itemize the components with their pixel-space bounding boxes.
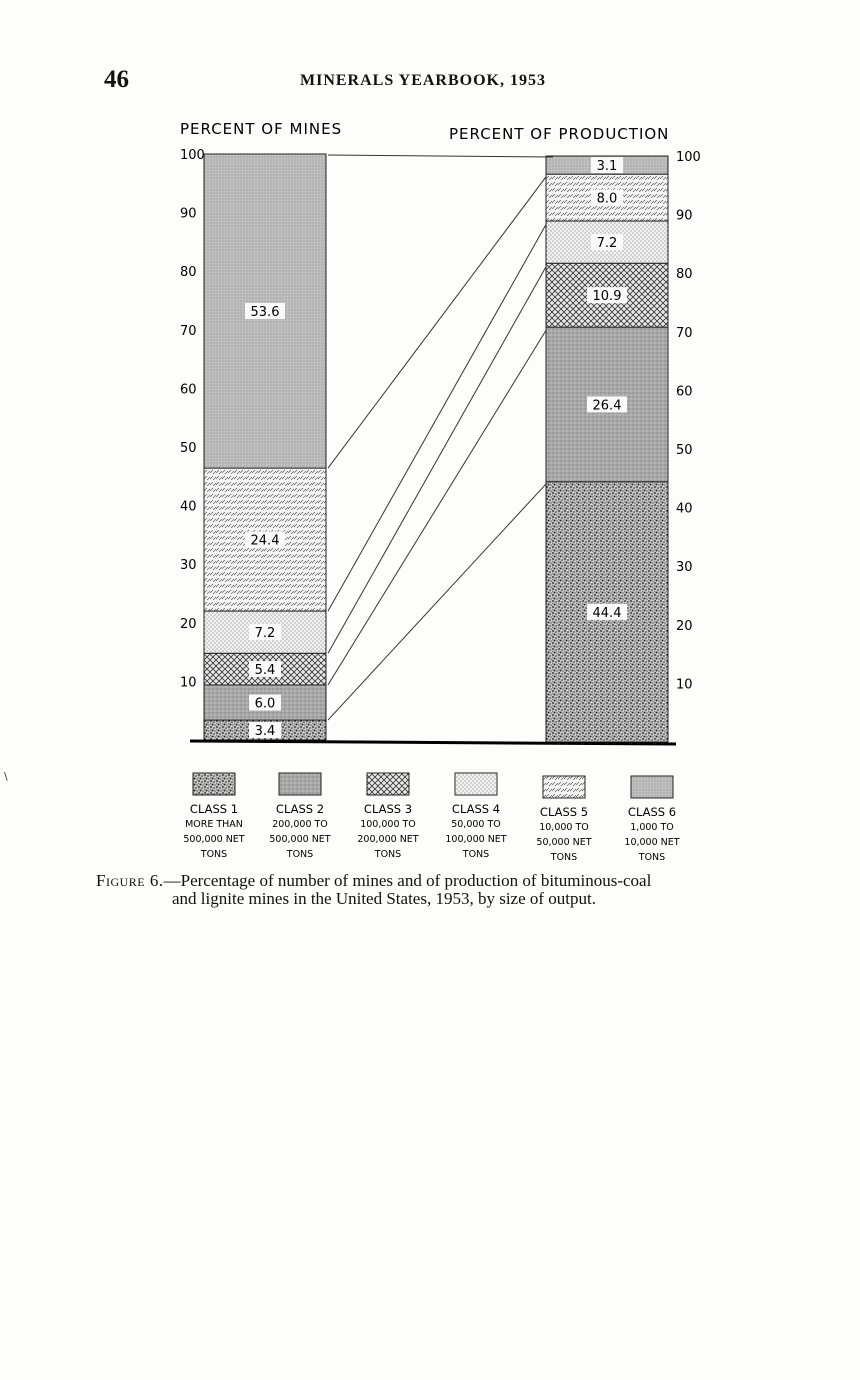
connector-lines xyxy=(328,174,548,720)
running-head: MINERALS YEARBOOK, 1953 xyxy=(300,72,546,89)
data-label: 6.0 xyxy=(254,696,276,712)
legend-description: 10,000 NET xyxy=(624,837,680,848)
data-label: 7.2 xyxy=(596,236,618,252)
production-axis-tick-label: 10 xyxy=(676,677,693,693)
legend-title: CLASS 3 xyxy=(363,802,413,816)
legend-swatch-class-4 xyxy=(455,773,497,795)
data-label: 8.0 xyxy=(596,191,618,207)
data-label: 26.4 xyxy=(592,398,622,414)
legend-description: 10,000 TO xyxy=(539,822,589,833)
mines-axis-tick-label: 60 xyxy=(180,382,197,398)
connector-line xyxy=(328,221,548,611)
data-label: 24.4 xyxy=(250,533,280,549)
legend-description: 100,000 TO xyxy=(360,819,416,830)
production-axis-tick-label: 20 xyxy=(676,618,693,634)
legend-description: 200,000 NET xyxy=(357,834,419,845)
production-axis-tick-label: 30 xyxy=(676,560,693,576)
legend-description: 500,000 NET xyxy=(269,834,331,845)
connector-line xyxy=(328,327,548,685)
figure-caption xyxy=(96,872,786,908)
mines-axis-tick-label: 30 xyxy=(180,558,197,574)
data-label: 5.4 xyxy=(254,663,276,679)
legend-description: MORE THAN xyxy=(185,819,243,830)
figure-label: Figure 6. xyxy=(96,871,164,890)
mines-axis-ticks xyxy=(180,148,205,690)
margin-mark: \ xyxy=(4,770,8,783)
legend-description: TONS xyxy=(286,849,314,860)
legend-swatch-class-6 xyxy=(631,776,673,798)
mines-axis-tick-label: 80 xyxy=(180,265,197,281)
connector-line xyxy=(328,482,548,720)
left-chart-title: PERCENT OF MINES xyxy=(180,120,343,138)
legend-title: CLASS 5 xyxy=(539,805,589,819)
mines-axis-tick-label: 70 xyxy=(180,323,197,339)
production-axis-tick-label: 50 xyxy=(676,443,693,458)
mines-axis-tick-label: 10 xyxy=(180,675,197,691)
legend-description: TONS xyxy=(638,852,666,863)
legend-description: TONS xyxy=(550,852,578,863)
legend-description: 1,000 TO xyxy=(630,822,674,833)
page-number: 46 xyxy=(104,66,129,93)
mines-axis-tick-label: 40 xyxy=(180,499,197,515)
caption-line-2: and lignite mines in the United States, 1953, by size of output. xyxy=(172,889,596,908)
production-bar xyxy=(546,156,668,742)
production-axis-tick-label: 60 xyxy=(676,384,693,400)
production-axis-tick-label: 40 xyxy=(676,501,693,517)
legend-title: CLASS 4 xyxy=(451,802,501,816)
legend-description: 200,000 TO xyxy=(272,819,328,830)
legend-description: 500,000 NET xyxy=(183,834,245,845)
data-label: 3.1 xyxy=(596,159,618,175)
legend-description: TONS xyxy=(374,849,402,860)
data-label: 7.2 xyxy=(254,626,276,642)
data-label: 44.4 xyxy=(592,605,622,621)
production-axis-ticks xyxy=(676,150,701,692)
legend-title: CLASS 1 xyxy=(189,802,239,816)
legend-description: 100,000 NET xyxy=(445,834,507,845)
caption-line-1: —Percentage of number of mines and of production of bituminous-coal xyxy=(163,871,652,890)
production-axis-tick-label: 80 xyxy=(676,267,693,283)
mines-axis-tick-label: 20 xyxy=(180,616,197,632)
legend-swatch-class-1 xyxy=(193,773,235,795)
top-connector-line xyxy=(328,155,553,157)
data-label: 3.4 xyxy=(254,724,276,740)
mines-axis-tick-label: 90 xyxy=(180,206,197,222)
data-label: 53.6 xyxy=(250,305,280,321)
legend-description: 50,000 TO xyxy=(451,819,501,830)
legend-title: CLASS 6 xyxy=(627,805,677,819)
mines-axis-tick-label: 100 xyxy=(180,148,205,163)
production-axis-tick-label: 90 xyxy=(676,208,693,224)
legend-description: TONS xyxy=(200,849,228,860)
legend-swatch-class-5 xyxy=(543,776,585,798)
legend-swatch-class-3 xyxy=(367,773,409,795)
production-axis-tick-label: 100 xyxy=(676,150,701,165)
legend-description: TONS xyxy=(462,849,490,860)
legend xyxy=(183,773,679,863)
data-label: 10.9 xyxy=(592,289,622,305)
legend-title: CLASS 2 xyxy=(275,802,325,816)
production-axis-tick-label: 70 xyxy=(676,325,693,341)
right-chart-title: PERCENT OF PRODUCTION xyxy=(449,125,670,143)
legend-swatch-class-2 xyxy=(279,773,321,795)
mines-axis-tick-label: 50 xyxy=(180,441,197,456)
mines-bar xyxy=(204,154,326,740)
legend-description: 50,000 NET xyxy=(536,837,592,848)
